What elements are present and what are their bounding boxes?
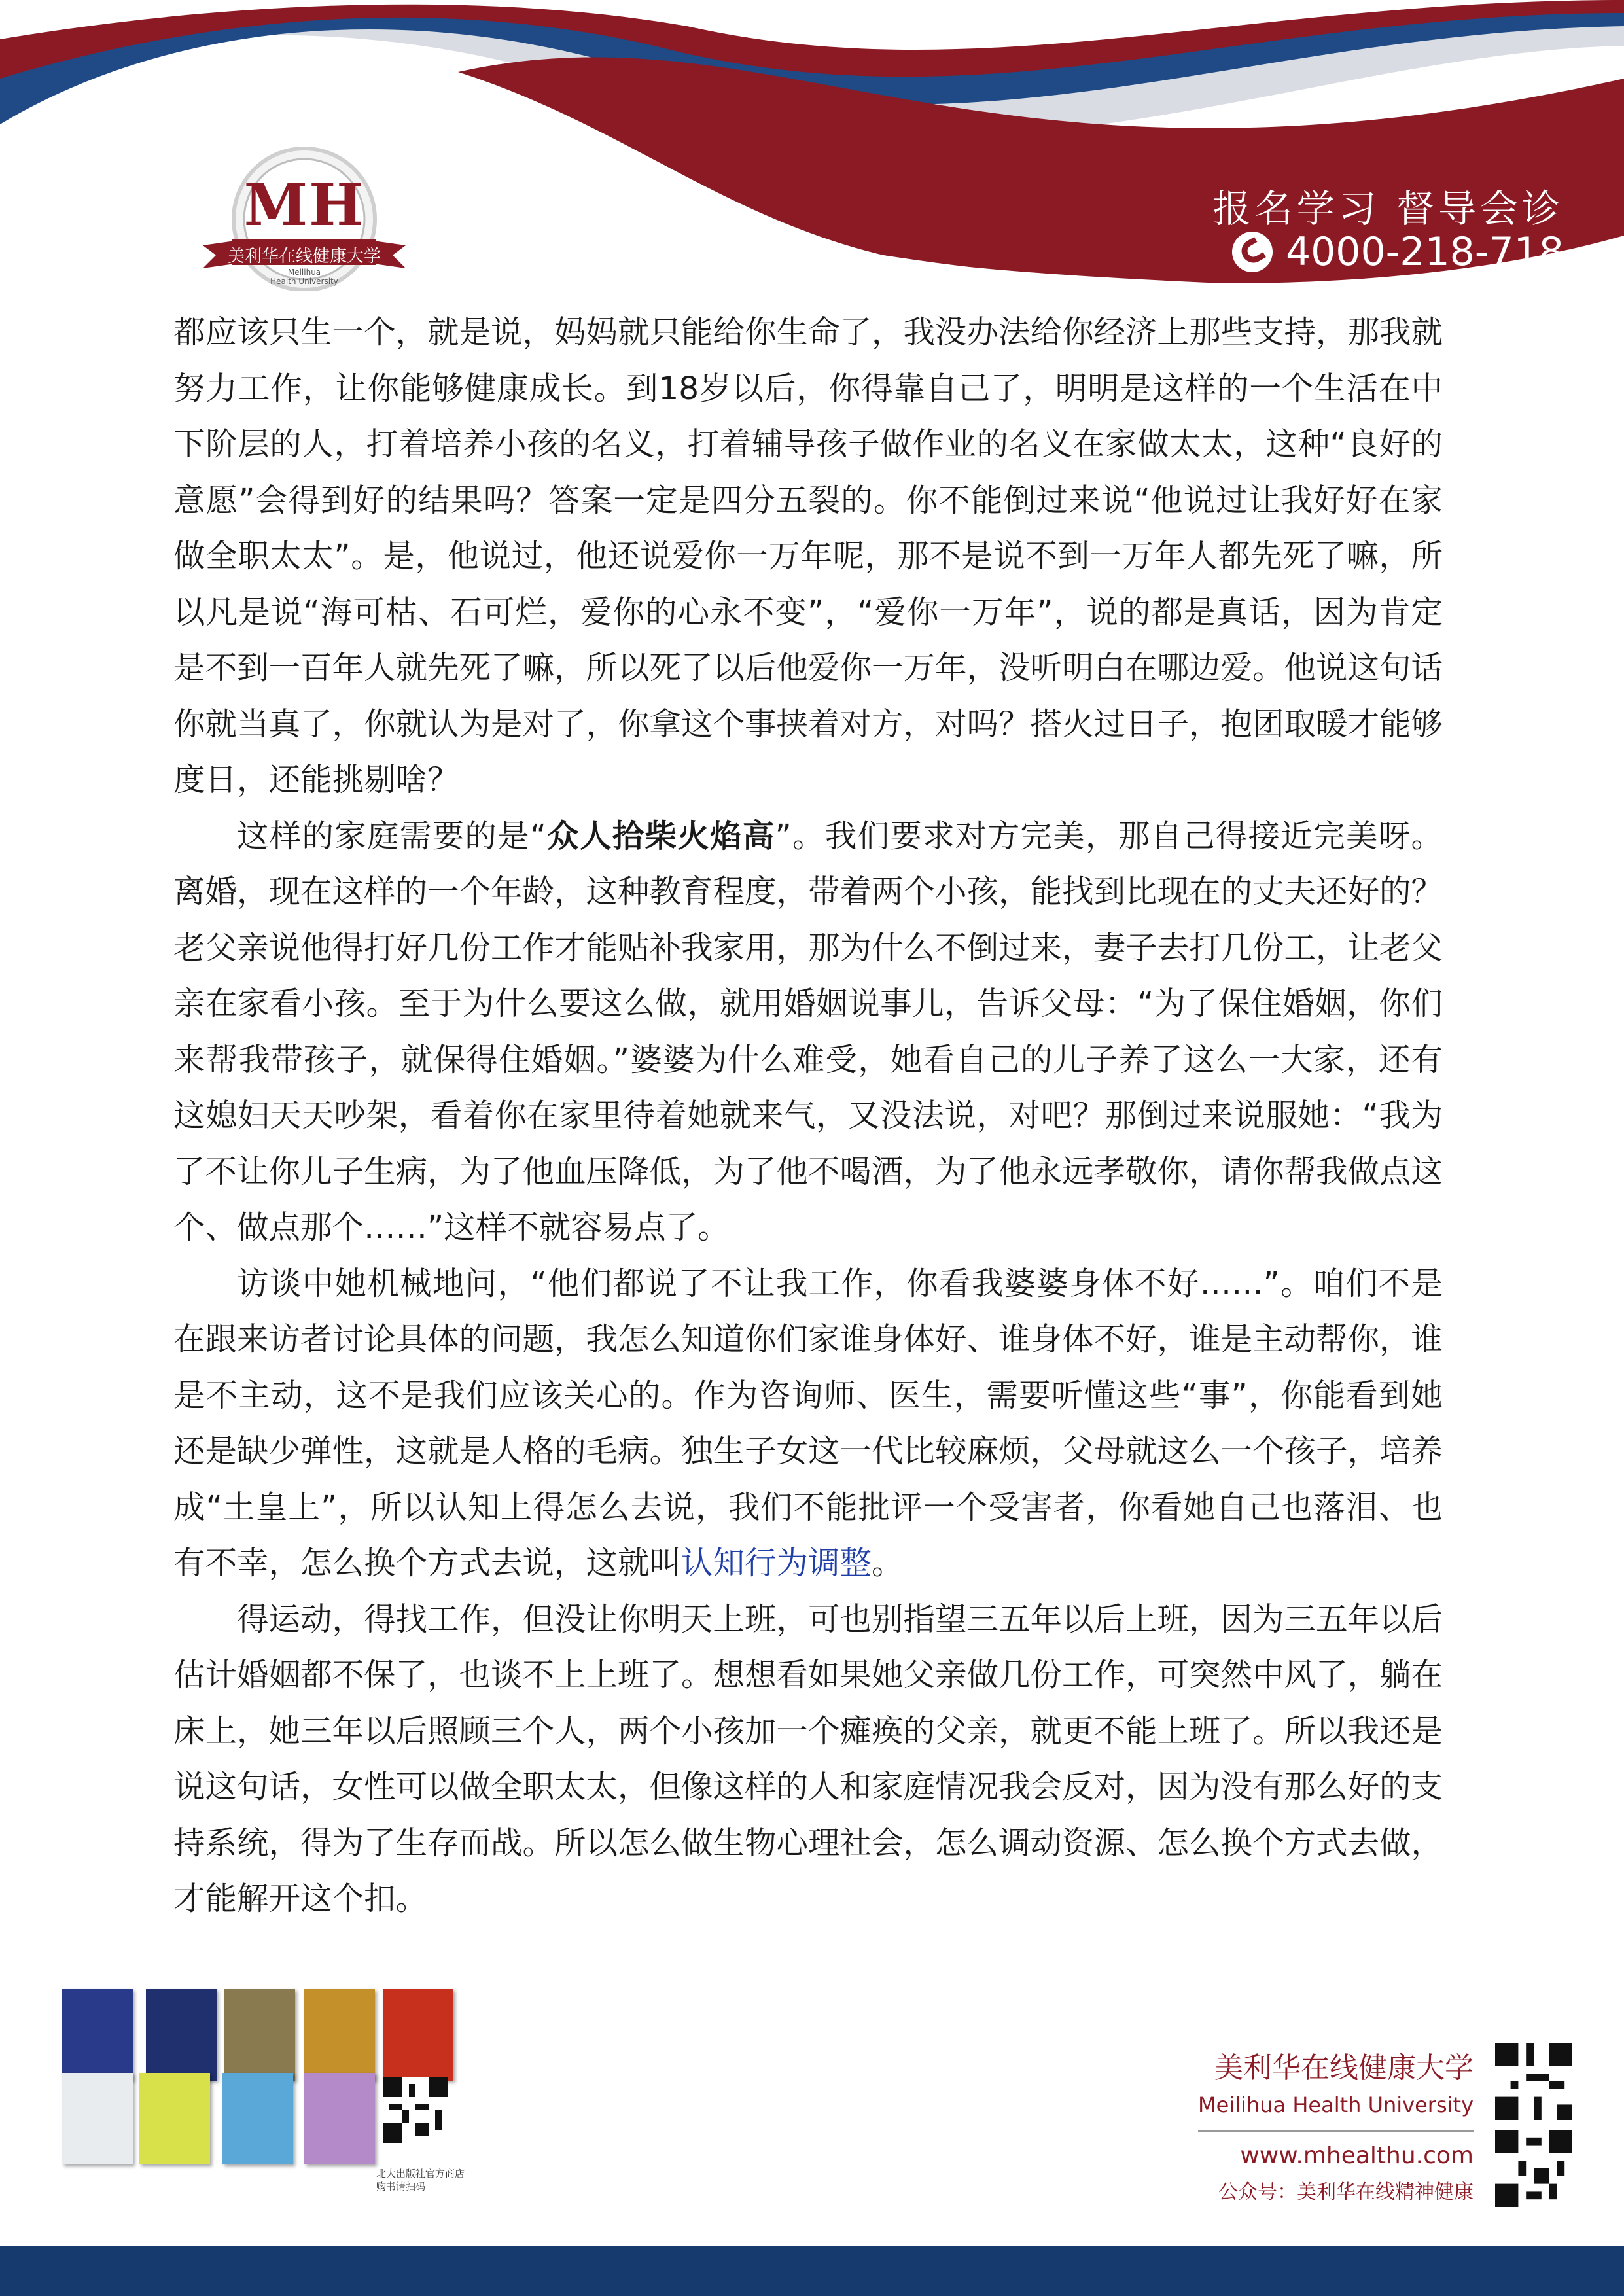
- website-qr-code[interactable]: [1495, 2043, 1572, 2120]
- book-cover-1[interactable]: [62, 1989, 133, 2081]
- footer-divider: [1198, 2130, 1474, 2132]
- header-hotline[interactable]: [1232, 229, 1564, 275]
- emphasis-phrase: 众人拾柴火焰高: [546, 817, 775, 855]
- university-logo: [196, 147, 412, 291]
- book-cover-3[interactable]: [224, 1989, 295, 2081]
- paragraph-3-part-b: 。: [872, 1545, 904, 1581]
- wechat-qr-code[interactable]: [1495, 2130, 1572, 2207]
- book-cover-7[interactable]: [139, 2073, 210, 2164]
- book-cover-5[interactable]: [383, 1989, 453, 2081]
- logo-mark: MH: [243, 171, 365, 239]
- paragraph-4: 得运动，得找工作，但没让你明天上班，可也别指望三五年以后上班，因为三五年以后估计婚姻都不保了，也谈不上上班了。想想看如果她父亲做几份工作，可突然中风了，躺在床上，她三年以后照顾三个人，两个小孩加一个瘫痪的父亲，就更不能上班了。所以我还是说这句话，女性可以做全职太太，但像这样的人和家庭情况我会反对，因为没有那么好的支持系统，得为了生存而战。所以怎么做生物心理社会，怎么调动资源、怎么换个方式去做，才能解开这个扣。: [173, 1600, 1443, 1917]
- footer-uni-en: Meilihua Health University: [1198, 2093, 1474, 2117]
- book-cover-9[interactable]: [304, 2073, 375, 2164]
- hotline-number: 4000-218-718: [1285, 229, 1564, 275]
- logo-en-line-2: Health University: [270, 277, 338, 286]
- logo-en-line-1: Mellihua: [287, 268, 321, 277]
- bookstore-caption-line-2: 购书请扫码: [376, 2181, 426, 2193]
- logo-cn-name: 美利华在线健康大学: [227, 247, 381, 266]
- book-cover-4[interactable]: [304, 1989, 375, 2081]
- paragraph-1: 都应该只生一个，就是说，妈妈就只能给你生命了，我没办法给你经济上那些支持，那我就努力工作，让你能够健康成长。到18岁以后，你得靠自己了，明明是这样的一个生活在中下阶层的人，打着培养小孩的名义，打着辅导孩子做作业的名义在家做太太，这种“良好的意愿”会得到好的结果吗？答案一定是四分五裂的。你不能倒过来说“他说过让我好好在家做全职太太”。是，他说过，他还说爱你一万年呢，那不是说不到一万年人都先死了嘛，所以凡是说“海可枯、石可烂，爱你的心永不变”，“爱你一万年”，说的都是真话，因为肯定是不到一百年人就先死了嘛，所以死了以后他爱你一万年，没听明白在哪边爱。他说这句话你就当真了，你就认为是对了，你拿这个事挟着对方，对吗？搭火过日子，抱团取暖才能够度日，还能挑剔啥？: [173, 314, 1443, 798]
- paragraph-2: [173, 809, 1443, 1256]
- paragraph-2-part-a: 这样的家庭需要的是“: [237, 817, 546, 855]
- bookstore-qr-code[interactable]: [383, 2077, 448, 2143]
- paragraph-3-part-a: 访谈中她机械地问，“他们都说了不让我工作，你看我婆婆身体不好……”。咱们不是在跟来访者讨论具体的问题，我怎么知道你们家谁身体好、谁身体不好，谁是主动帮你，谁是不主动，这不是我们应该关心的。作为咨询师、医生，需要听懂这些“事”，你能看到她还是缺少弹性，这就是人格的毛病。独生子女这一代比较麻烦，父母就这么一个孩子，培养成“土皇上”，所以认知上得怎么去说，我们不能批评一个受害者，你看她自己也落泪、也有不幸，怎么换个方式去说，这就叫: [173, 1265, 1443, 1581]
- book-cover-2[interactable]: [146, 1989, 217, 2081]
- cognitive-behavior-link[interactable]: 认知行为调整: [681, 1545, 872, 1581]
- phone-icon: [1232, 232, 1273, 272]
- footer-website-link[interactable]: www.mhealthu.com: [1240, 2142, 1474, 2169]
- footer-uni-cn: 美利华在线健康大学: [1214, 2051, 1474, 2085]
- bookstore-caption-line-1: 北大出版社官方商店: [376, 2168, 465, 2180]
- bookstore-caption: [376, 2167, 468, 2193]
- paragraph-3: [173, 1256, 1443, 1592]
- paragraph-2-part-b: ”。我们要求对方完美，那自己得接近完美呀。离婚，现在这样的一个年龄，这种教育程度，带着两个小孩，能找到比现在的丈夫还好的？老父亲说他得打好几份工作才能贴补我家用，那为什么不倒过来，妻子去打几份工，让老父亲在家看小孩。至于为什么要这么做，就用婚姻说事儿，告诉父母：“为了保住婚姻，你们来帮我带孩子，就保得住婚姻。”婆婆为什么难受，她看自己的儿子养了这么一大家，还有这媳妇天天吵架，看着你在家里待着她就来气，又没法说，对吧？那倒过来说服她：“我为了不让你儿子生病，为了他血压降低，为了他不喝酒，为了他永远孝敬你，请你帮我做点这个、做点那个……”这样不就容易点了。: [173, 817, 1443, 1246]
- book-cover-8[interactable]: [222, 2073, 293, 2164]
- footer-wechat-account: 公众号：美利华在线精神健康: [1218, 2181, 1474, 2204]
- book-cover-6[interactable]: [62, 2073, 133, 2164]
- header-slogan: 报名学习 督导会诊: [1212, 186, 1564, 231]
- footer-bar: [0, 2246, 1624, 2296]
- article-body: [173, 305, 1443, 1928]
- footer-university-info: [1198, 2044, 1474, 2204]
